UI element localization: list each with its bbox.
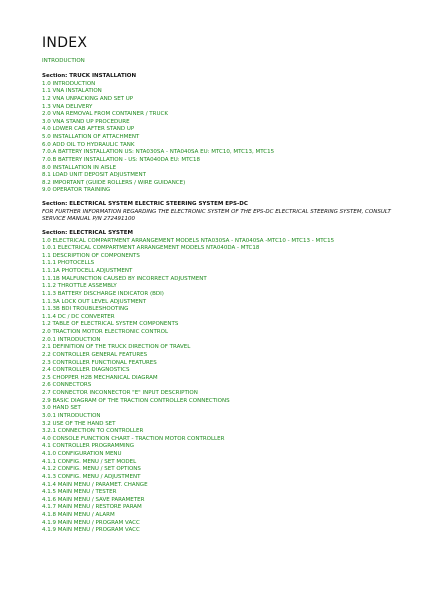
- toc-link[interactable]: 1.1.3B BDI TROUBLESHOOTING: [42, 306, 129, 313]
- toc-link[interactable]: 7.0.A BATTERY INSTALLATION US: NTA030SA - NTA040SA EU: MTC10, MTC13, MTC15: [42, 149, 275, 156]
- toc-link[interactable]: 3.0 HAND SET: [42, 405, 81, 412]
- toc-link[interactable]: 1.1.2 THROTTLE ASSEMBLY: [42, 283, 117, 290]
- toc-link[interactable]: 9.0 OPERATOR TRAINING: [42, 187, 111, 194]
- toc-link[interactable]: 1.1.1 PHOTOCELLS: [42, 260, 95, 267]
- toc-link[interactable]: 2.3 CONTROLLER FUNCTIONAL FEATURES: [42, 359, 157, 366]
- toc-link[interactable]: 8.0 INSTALLATION IN AISLE: [42, 164, 117, 171]
- toc-link[interactable]: 1.1.1B MALFUNCTION CAUSED BY INCORRECT ADJUSTMENT: [42, 275, 207, 282]
- toc-link[interactable]: 8.2 IMPORTANT (GUIDE ROLLERS / WIRE GUIDANCE): [42, 179, 186, 186]
- toc-link[interactable]: 3.2.1 CONNECTION TO CONTROLLER: [42, 428, 144, 435]
- toc-link[interactable]: 7.0.B BATTERY INSTALLATION - US: NTA040DA EU: MTC18: [42, 156, 201, 163]
- toc-link[interactable]: 8.1 LOAD UNIT DEPOSIT ADJUSTMENT: [42, 172, 146, 179]
- table-of-contents: [42, 73, 392, 541]
- toc-link[interactable]: 1.1 DESCRIPTION OF COMPONENTS: [42, 252, 140, 259]
- section-note: FOR FURTHER INFORMATION REGARDING THE ELECTRONIC SYSTEM OF THE EPS-DC ELECTRICAL STEERING SYSTEM, CONSULT SERVICE MANUAL P/N 272491100: [42, 208, 391, 223]
- toc-link[interactable]: 4.1.3 CONFIG. MENU / ADJUSTMENT: [42, 473, 141, 480]
- toc-link[interactable]: 4.1.9 MAIN MENU / PROGRAM VACC: [42, 519, 140, 526]
- toc-link[interactable]: 3.2 USE OF THE HAND SET: [42, 420, 116, 427]
- toc-section: [42, 230, 392, 535]
- toc-section: [42, 73, 392, 195]
- toc-link[interactable]: 1.1.4 DC / DC CONVERTER: [42, 313, 115, 320]
- toc-link[interactable]: 2.1 DEFINITION OF THE TRUCK DIRECTION OF TRAVEL: [42, 344, 191, 351]
- toc-link[interactable]: 4.1.4 MAIN MENU / PARAMET. CHANGE: [42, 481, 148, 488]
- toc-link[interactable]: 1.1.3 BATTERY DISCHARGE INDICATOR (BDI): [42, 290, 164, 297]
- toc-link[interactable]: 1.1 VNA INSTALATION: [42, 88, 102, 95]
- toc-link[interactable]: 4.1.8 MAIN MENU / ALARM: [42, 512, 115, 518]
- toc-link[interactable]: 2.0.1 INTRODUCTION: [42, 336, 101, 343]
- toc-link[interactable]: 1.3 VNA DELIVERY: [42, 103, 93, 110]
- toc-link[interactable]: 1.0 INTRODUCTION: [42, 80, 96, 87]
- toc-link[interactable]: 4.1.9 MAIN MENU / PROGRAM VACC: [42, 527, 140, 534]
- toc-link[interactable]: 1.2 TABLE OF ELECTRICAL SYSTEM COMPONENTS: [42, 321, 179, 328]
- toc-link[interactable]: 2.5 CHOPPER H2B MECHANICAL DIAGRAM: [42, 374, 158, 381]
- toc-link[interactable]: 2.4 CONTROLLER DIAGNOSTICS: [42, 367, 130, 374]
- toc-link[interactable]: 1.0 ELECTRICAL COMPARTMENT ARRANGEMENT MODELS NTA030SA - NTA040SA -MTC10 - MTC13 - MTC15: [42, 237, 335, 244]
- section-heading: Section: ELECTRICAL SYSTEM ELECTRIC STEERING SYSTEM EPS-DC: [42, 201, 248, 207]
- toc-link[interactable]: 2.7 CONNECTOR INCONNECTOR "E" INPUT DESCRIPTION: [42, 390, 198, 396]
- section-heading: Section: TRUCK INSTALLATION: [42, 73, 137, 79]
- toc-link[interactable]: 4.1.1 CONFIG. MENU / SET MODEL: [42, 458, 137, 465]
- toc-link[interactable]: 5.0 INSTALLATION OF ATTACHMENT: [42, 134, 140, 140]
- toc-link[interactable]: 1.0.1 ELECTRICAL COMPARTMENT ARRANGEMENT MODELS NTA040DA - MTC18: [42, 245, 260, 252]
- toc-link[interactable]: 1.2 VNA UNPACKING AND SET UP: [42, 95, 134, 102]
- toc-link[interactable]: 2.2 CONTROLLER GENERAL FEATURES: [42, 351, 148, 358]
- toc-link[interactable]: 1.1.1A PHOTOCELL ADJUSTMENT: [42, 268, 133, 274]
- toc-link[interactable]: 4.0 LOWER CAB AFTER STAND UP: [42, 126, 135, 133]
- page-title: INDEX: [42, 35, 88, 51]
- toc-link[interactable]: 4.0 CONSOLE FUNCTION CHART - TRACTION MOTOR CONTROLLER: [42, 435, 225, 442]
- toc-link[interactable]: 6.0 ADD OIL TO HYDRAULIC TANK: [42, 141, 135, 148]
- toc-link[interactable]: 4.1.6 MAIN MENU / SAVE PARAMETER: [42, 496, 145, 503]
- toc-link[interactable]: 4.1 CONTROLLER PROGRAMMING: [42, 443, 135, 450]
- toc-link[interactable]: 1.1.3A LOCK OUT LEVEL ADJUSTMENT: [42, 298, 147, 305]
- toc-link[interactable]: 3.0 VNA STAND UP PROCEDURE: [42, 118, 130, 125]
- toc-link[interactable]: 4.1.7 MAIN MENU / RESTORE PARAM: [42, 504, 142, 511]
- toc-link[interactable]: 4.1.5 MAIN MENU / TESTER: [42, 489, 117, 496]
- toc-link[interactable]: 2.6 CONNECTORS: [42, 382, 92, 389]
- toc-link[interactable]: 4.1.0 CONFIGURATION MENU: [42, 451, 122, 457]
- toc-section: [42, 201, 392, 224]
- section-heading: Section: ELECTRICAL SYSTEM: [42, 229, 133, 236]
- toc-link[interactable]: 2.0 TRACTION MOTOR ELECTRONIC CONTROL: [42, 329, 169, 335]
- toc-link[interactable]: 2.9 BASIC DIAGRAM OF THE TRACTION CONTROLLER CONNECTIONS: [42, 397, 230, 404]
- toc-link[interactable]: 2.0 VNA REMOVAL FROM CONTAINER / TRUCK: [42, 111, 168, 118]
- toc-link-introduction[interactable]: INTRODUCTION: [42, 58, 85, 64]
- toc-link[interactable]: 3.0.1 INTRODUCTION: [42, 412, 101, 419]
- toc-link[interactable]: 4.1.2 CONFIG. MENU / SET OPTIONS: [42, 466, 141, 473]
